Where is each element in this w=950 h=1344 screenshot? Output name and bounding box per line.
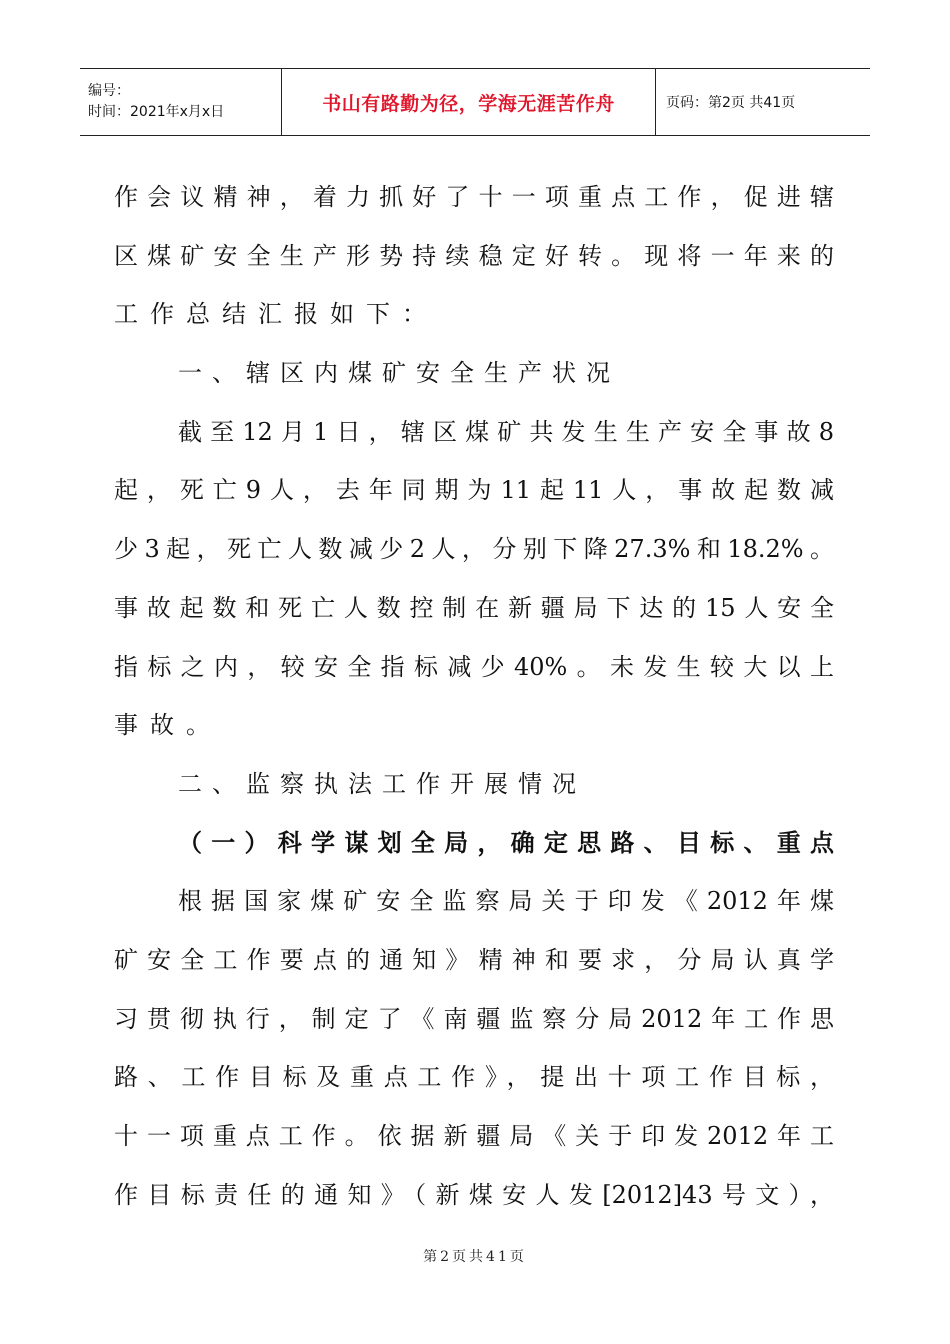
section-heading: 一、辖区内煤矿安全生产状况 <box>178 359 620 388</box>
body-line: 根据国家煤矿安全监察局关于印发《2012年煤 <box>178 887 834 916</box>
motto-text: 书山有路勤为径，学海无涯苦作舟 <box>322 92 615 115</box>
page-header <box>80 68 870 136</box>
date-label: 时间：2021年x月x日 <box>88 104 225 120</box>
document-body <box>114 168 834 1224</box>
page-info: 页码：第2页 共41页 <box>666 95 796 111</box>
body-line: 路、工作目标及重点工作》，提出十项工作目标， <box>114 1063 834 1092</box>
body-line: 区煤矿安全生产形势持续稳定好转。现将一年来的 <box>114 241 834 270</box>
body-line: 工作总结汇报如下： <box>114 300 438 329</box>
header-motto-cell <box>282 69 656 135</box>
header-page-cell <box>656 69 870 135</box>
body-line: 矿安全工作要点的通知》精神和要求，分局认真学 <box>114 945 834 974</box>
body-line: 十一项重点工作。依据新疆局《关于印发2012年工 <box>114 1122 834 1150</box>
header-left-cell <box>80 69 282 135</box>
body-line: 事故。 <box>114 711 222 740</box>
body-line: 起，死亡9人，去年同期为11起11人，事故起数减 <box>114 476 834 505</box>
body-line: 少3起，死亡人数减少2人，分别下降27.3%和18.2%。 <box>114 535 834 564</box>
body-line: 作目标责任的通知》（新煤安人发[2012]43号文）， <box>114 1180 834 1209</box>
body-line: 事故起数和死亡人数控制在新疆局下达的15人安全 <box>114 593 834 622</box>
body-line: 作会议精神，着力抓好了十一项重点工作，促进辖 <box>114 183 834 211</box>
body-line: 习贯彻执行，制定了《南疆监察分局2012年工作思 <box>114 1004 834 1033</box>
body-line: 指标之内，较安全指标减少40%。未发生较大以上 <box>114 652 834 681</box>
subsection-heading: （一）科学谋划全局，确定思路、目标、重点 <box>178 828 834 857</box>
page-footer: 第2页共41页 <box>423 1249 527 1265</box>
section-heading: 二、监察执法工作开展情况 <box>178 769 586 798</box>
code-label: 编号： <box>88 83 130 99</box>
body-line: 截至12月1日，辖区煤矿共发生生产安全事故8 <box>178 417 834 446</box>
